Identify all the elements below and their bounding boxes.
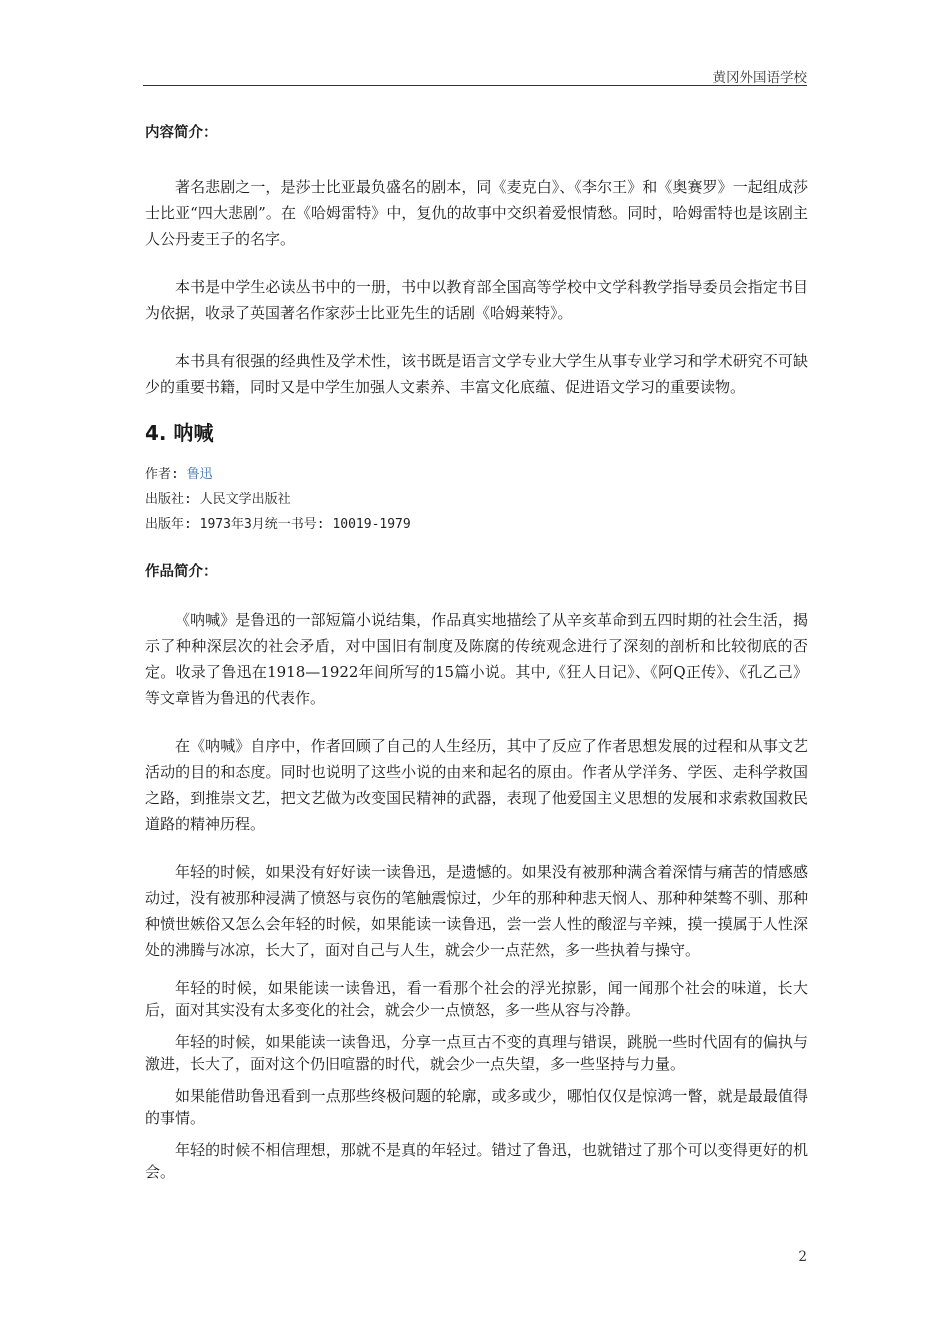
nahan-paragraph-1: 《呐喊》是鲁迅的一部短篇小说结集，作品真实地描绘了从辛亥革命到五四时期的社会生活，揭示了种种深层次的社会矛盾，对中国旧有制度及陈腐的传统观念进行了深刻的剖析和比较彻底的否定。收录了鲁迅在1918—1922年间所写的15篇小说。其中,《狂人日记》、《阿Q正传》、《孔乙己》等文章皆为鲁迅的代表作。 <box>145 611 808 707</box>
nahan-paragraph-5: 年轻的时候，如果能读一读鲁迅，分享一点亘古不变的真理与错误，跳脱一些时代固有的偏执与激进，长大了，面对这个仍旧喧嚣的时代，就会少一点失望，多一些坚持与力量。 <box>145 1033 808 1073</box>
nahan-paragraph-3: 年轻的时候，如果没有好好读一读鲁迅，是遗憾的。如果没有被那种满含着深情与痛苦的情感感动过，没有被那种浸满了愤怒与哀伤的笔触震惊过，少年的那种种悲天悯人、那种种桀骜不驯、那种种愤世嫉俗又怎么会年轻的时候，如果能读一读鲁迅，尝一尝人性的酸涩与辛辣，摸一摸属于人性深处的沸腾与冰凉，长大了，面对自己与人生，就会少一点茫然，多一些执着与操守。 <box>145 863 808 959</box>
hamlet-intro-label: 内容简介： <box>145 125 218 141</box>
hamlet-paragraph-2: 本书是中学生必读丛书中的一册，书中以教育部全国高等学校中文学科教学指导委员会指定书目为依据，收录了英国著名作家莎士比亚先生的话剧《哈姆莱特》。 <box>145 278 808 322</box>
book-metadata <box>145 462 808 537</box>
section-title-nahan: 4. 呐喊 <box>145 421 214 445</box>
author-label: 作者: <box>145 467 187 482</box>
hamlet-paragraph-1: 著名悲剧之一，是莎士比亚最负盛名的剧本，同《麦克白》、《李尔王》和《奥赛罗》一起组成莎士比亚“四大悲剧”。在《哈姆雷特》中，复仇的故事中交织着爱恨情愁。同时，哈姆雷特也是该剧主人公丹麦王子的名字。 <box>145 178 808 248</box>
nahan-paragraph-6: 如果能借助鲁迅看到一点那些终极问题的轮廓，或多或少，哪怕仅仅是惊鸿一瞥，就是最最值得的事情。 <box>145 1087 808 1127</box>
nahan-intro-label: 作品简介： <box>145 564 218 580</box>
author-link[interactable]: 鲁迅 <box>186 467 213 482</box>
page-content <box>145 120 808 1183</box>
nahan-paragraph-2: 在《呐喊》自序中，作者回顾了自己的人生经历，其中了反应了作者思想发展的过程和从事文艺活动的目的和态度。同时也说明了这些小说的由来和起名的原由。作者从学洋务、学医、走科学救国之路，到推崇文艺，把文艺做为改变国民精神的武器，表现了他爱国主义思想的发展和求索救国救民道路的精神历程。 <box>145 737 808 833</box>
author-line <box>145 462 808 487</box>
header-divider <box>143 85 807 86</box>
pub-year-line: 出版年: 1973年3月统一书号: 10019-1979 <box>145 517 411 532</box>
page-number: 2 <box>798 1249 807 1265</box>
publisher-line: 出版社: 人民文学出版社 <box>145 492 291 507</box>
hamlet-paragraph-3: 本书具有很强的经典性及学术性，该书既是语言文学专业大学生从事专业学习和学术研究不可缺少的重要书籍，同时又是中学生加强人文素养、丰富文化底蕴、促进语文学习的重要读物。 <box>145 352 808 396</box>
header-school-name: 黄冈外国语学校 <box>712 70 807 86</box>
nahan-paragraph-4: 年轻的时候，如果能读一读鲁迅，看一看那个社会的浮光掠影，闻一闻那个社会的味道，长大后，面对其实没有太多变化的社会，就会少一点愤怒，多一些从容与冷静。 <box>145 979 808 1019</box>
nahan-paragraph-7: 年轻的时候不相信理想，那就不是真的年轻过。错过了鲁迅，也就错过了那个可以变得更好的机会。 <box>145 1141 808 1181</box>
